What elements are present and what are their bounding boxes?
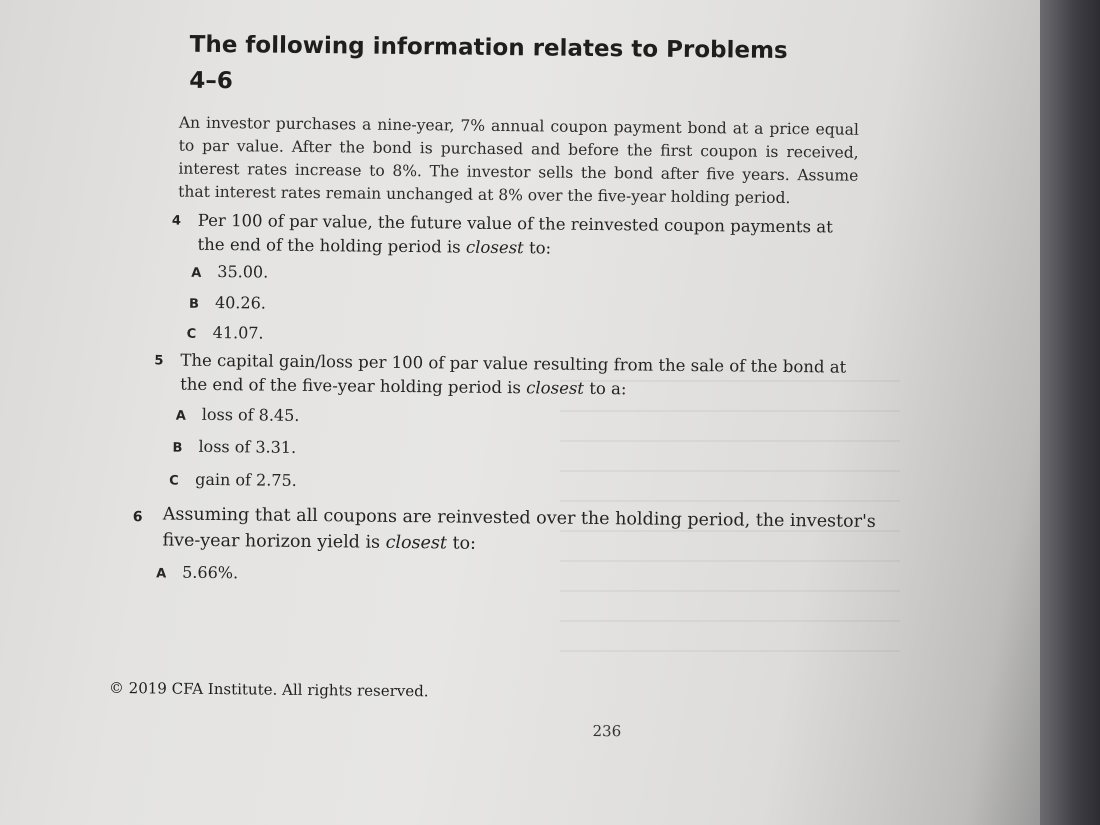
page-number: 236: [592, 721, 622, 741]
question-number: 5: [154, 353, 164, 369]
question-5: [154, 349, 870, 404]
option-4b: [189, 293, 266, 313]
intro-paragraph: An investor purchases a nine-year, 7% annual coupon payment bond at a price equal to par value. After the bond is purchased and before the first coupon is received, interest rates increase to 8%. The investor sells the bond after five years. Assume that interest rates remain unchanged at 8% over the five-year holding period.: [178, 113, 859, 208]
question-text: Assuming that all coupons are reinvested over the holding period, the investor's five-year horizon yield is closest to:: [162, 504, 876, 554]
option-4c: [187, 323, 264, 343]
option-5a: [176, 405, 300, 425]
option-text: 5.66%.: [182, 562, 239, 583]
option-letter: B: [172, 440, 183, 456]
copyright-footer: © 2019 CFA Institute. All rights reserved.: [108, 678, 429, 701]
question-number: 4: [171, 213, 181, 229]
question-4: [171, 209, 857, 264]
option-text: 41.07.: [212, 322, 264, 343]
option-6a: [156, 562, 238, 582]
heading-line-2: 4–6: [189, 67, 233, 95]
option-letter: C: [186, 326, 197, 342]
section-heading: [189, 27, 830, 106]
option-text: 35.00.: [217, 262, 269, 282]
option-text: loss of 3.31.: [198, 436, 297, 457]
option-text: 40.26.: [214, 293, 266, 313]
question-6: [132, 501, 893, 561]
heading-line-1: The following information relates to Problems: [189, 31, 788, 64]
option-text: loss of 8.45.: [201, 404, 300, 425]
option-text: gain of 2.75.: [195, 469, 297, 490]
option-letter: B: [188, 296, 199, 312]
option-letter: A: [175, 408, 186, 424]
option-5c: [169, 470, 297, 490]
option-letter: C: [169, 473, 179, 489]
question-number: 6: [132, 509, 143, 526]
option-5b: [172, 437, 296, 457]
option-letter: A: [191, 265, 202, 281]
option-4a: [191, 262, 268, 282]
question-text: Per 100 of par value, the future value of the reinvested coupon payments at the end of the holding period is closest to:: [197, 210, 833, 258]
option-letter: A: [156, 566, 167, 582]
question-text: The capital gain/loss per 100 of par value resulting from the sale of the bond at the end of the five-year holding period is closest to a:: [180, 350, 847, 399]
